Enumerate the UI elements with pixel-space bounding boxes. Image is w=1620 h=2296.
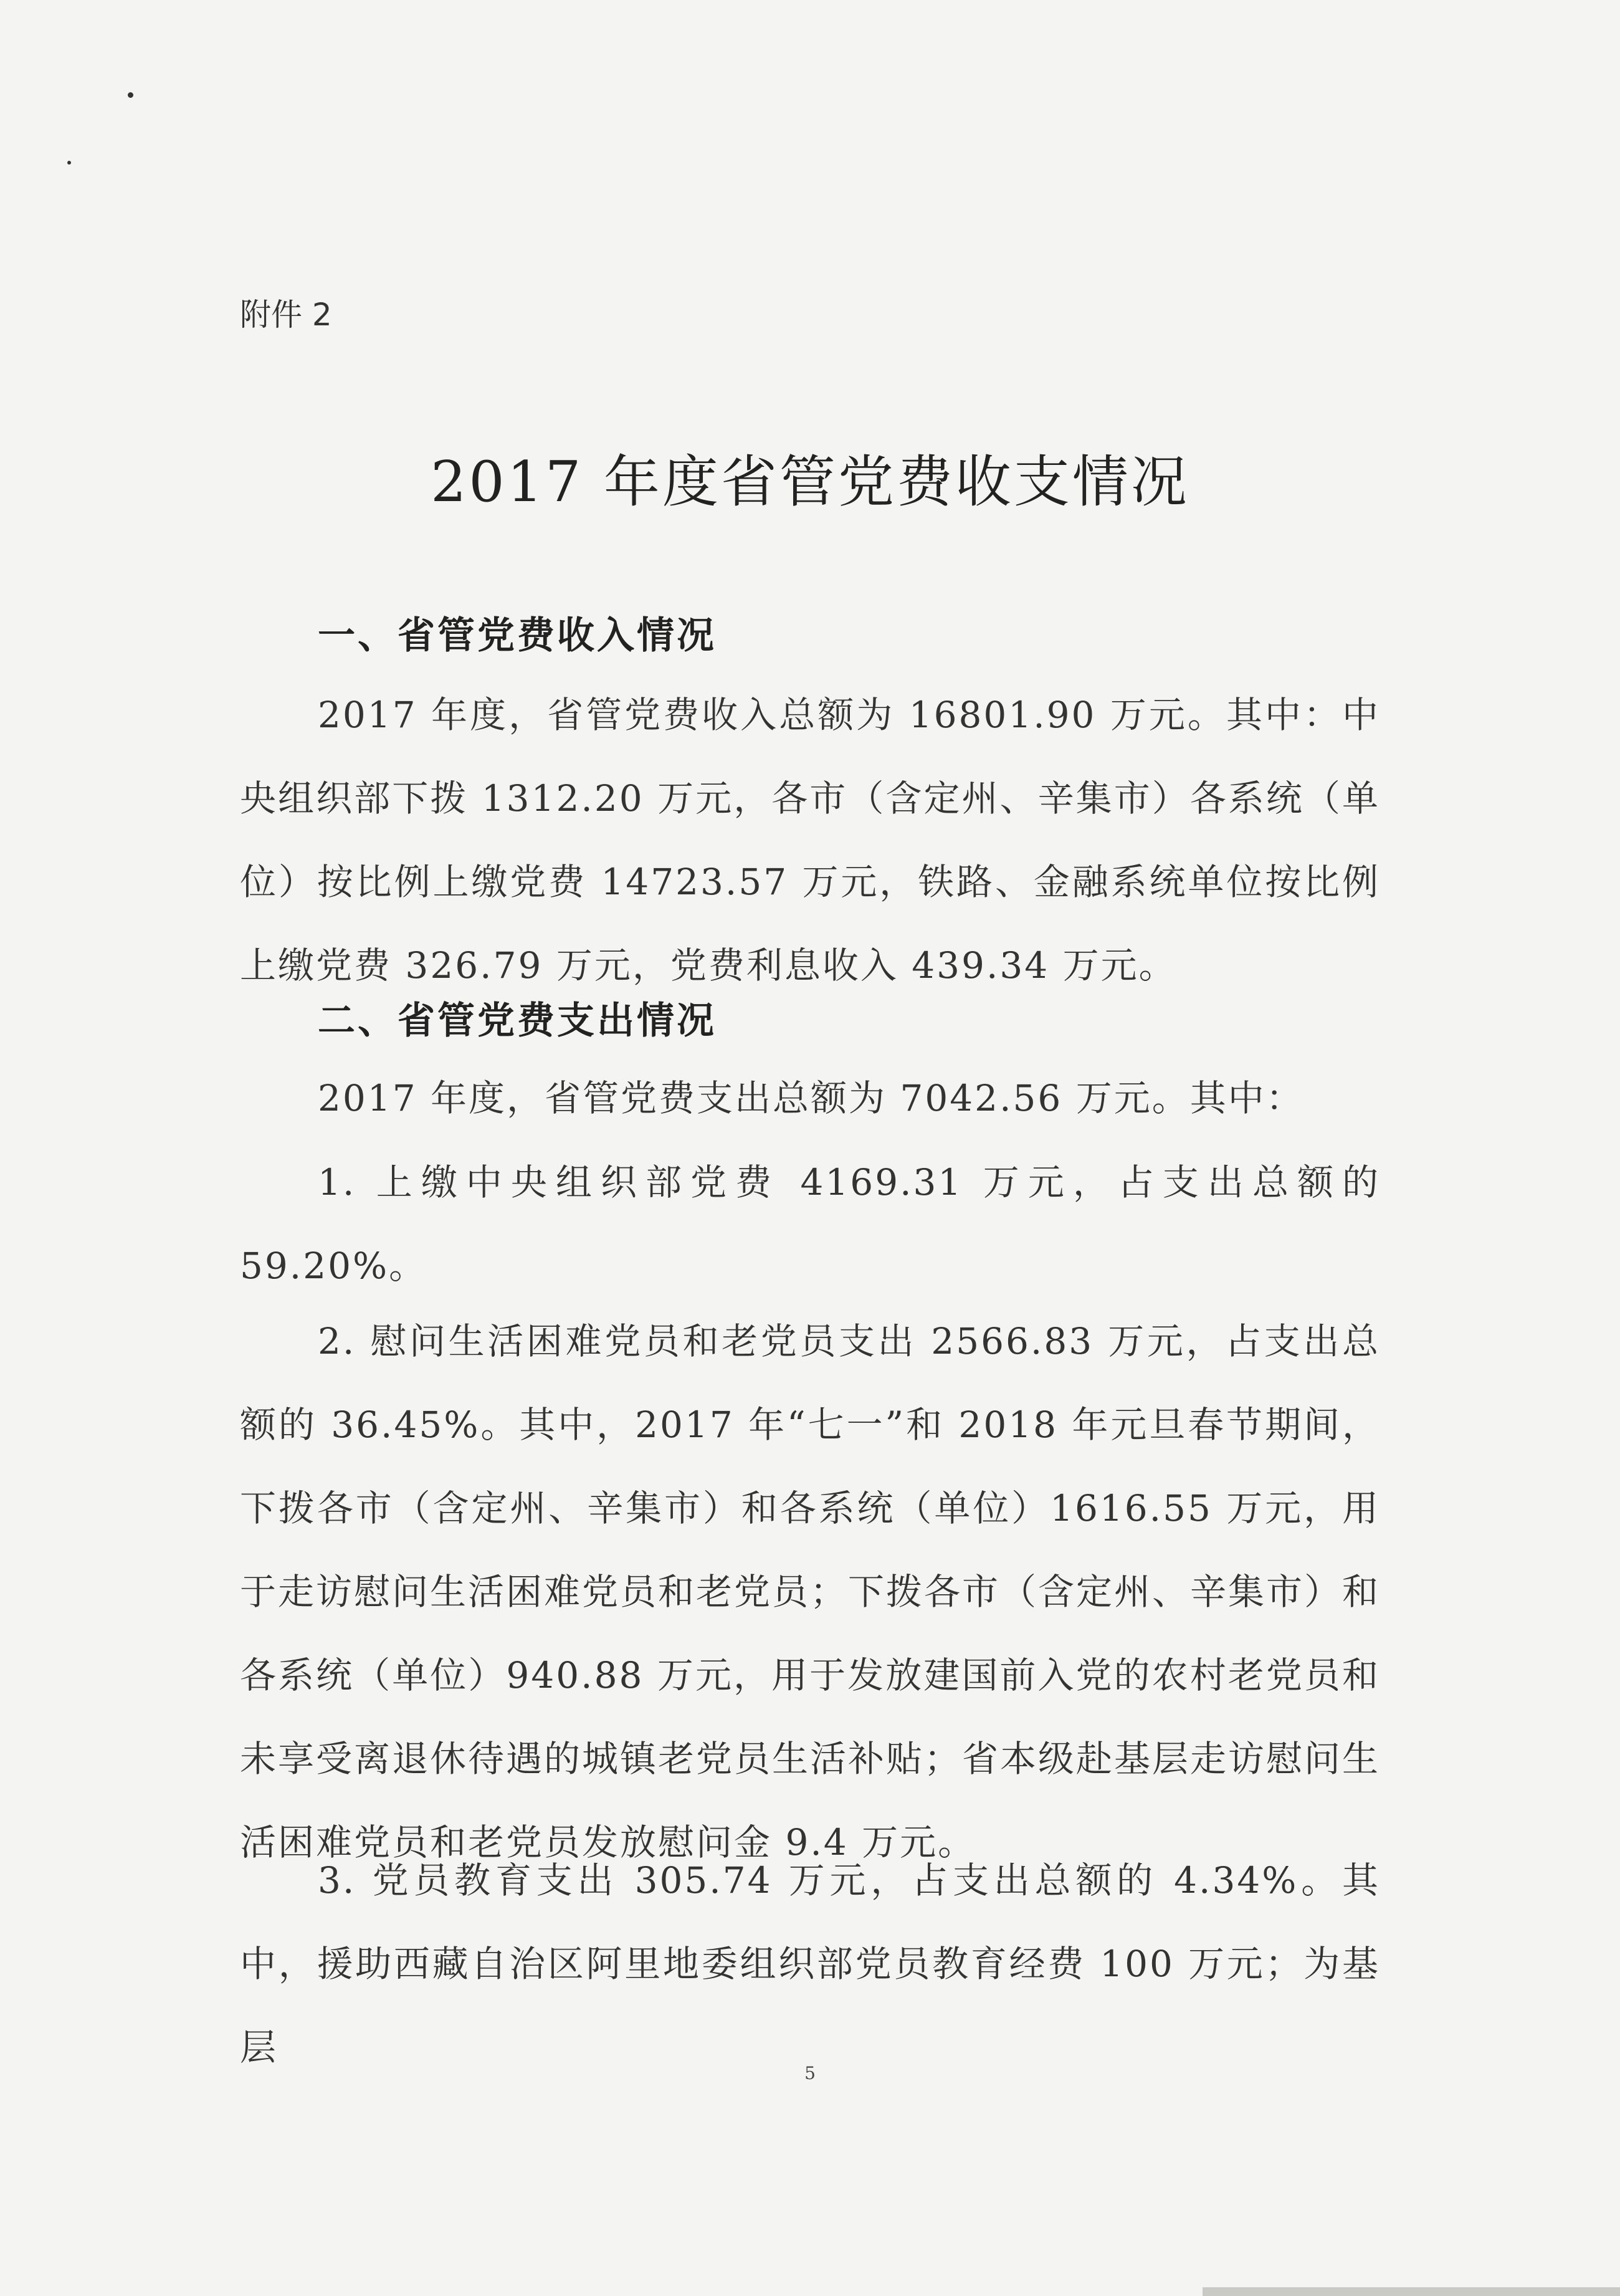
attachment-label: 附件 2 [240,297,332,333]
expense-item-2: 2. 慰问生活困难党员和老党员支出 2566.83 万元，占支出总额的 36.45%。其中，2017 年“七一”和 2018 年元旦春节期间，下拨各市（含定州、辛集市）和各系统（单位）1616.55 万元，用于走访慰问生活困难党员和老党员；下拨各市（含定州、辛集市）和各系统（单位）940.88 万元，用于发放建国前入党的农村老党员和未享受离退休待遇的城镇老党员生活补贴；省本级赴基层走访慰问生活困难党员和老党员发放慰问金 9.4 万元。 [240,1320,1381,1863]
scan-edge-shadow [1203,2287,1620,2296]
section1-paragraph: 2017 年度，省管党费收入总额为 16801.90 万元。其中：中央组织部下拨 1312.20 万元，各市（含定州、辛集市）各系统（单位）按比例上缴党费 14723.57 万元，铁路、金融系统单位按比例上缴党费 326.79 万元，党费利息收入 439.34 万元。 [240,694,1380,987]
expense-item-1: 1. 上缴中央组织部党费 4169.31 万元，占支出总额的 59.20%。 [240,1161,1380,1287]
page-number: 5 [804,2063,816,2083]
scan-speck [67,161,71,165]
section1-heading: 一、省管党费收入情况 [318,614,717,658]
scan-speck [128,92,133,98]
section2-heading: 二、省管党费支出情况 [318,999,717,1043]
section2-intro: 2017 年度，省管党费支出总额为 7042.56 万元。其中： [318,1077,1304,1119]
document-title: 2017 年度省管党费收支情况 [431,449,1189,515]
expense-item-3: 3. 党员教育支出 305.74 万元，占支出总额的 4.34%。其中，援助西藏自治区阿里地委组织部党员教育经费 100 万元；为基层 [240,1859,1380,2069]
